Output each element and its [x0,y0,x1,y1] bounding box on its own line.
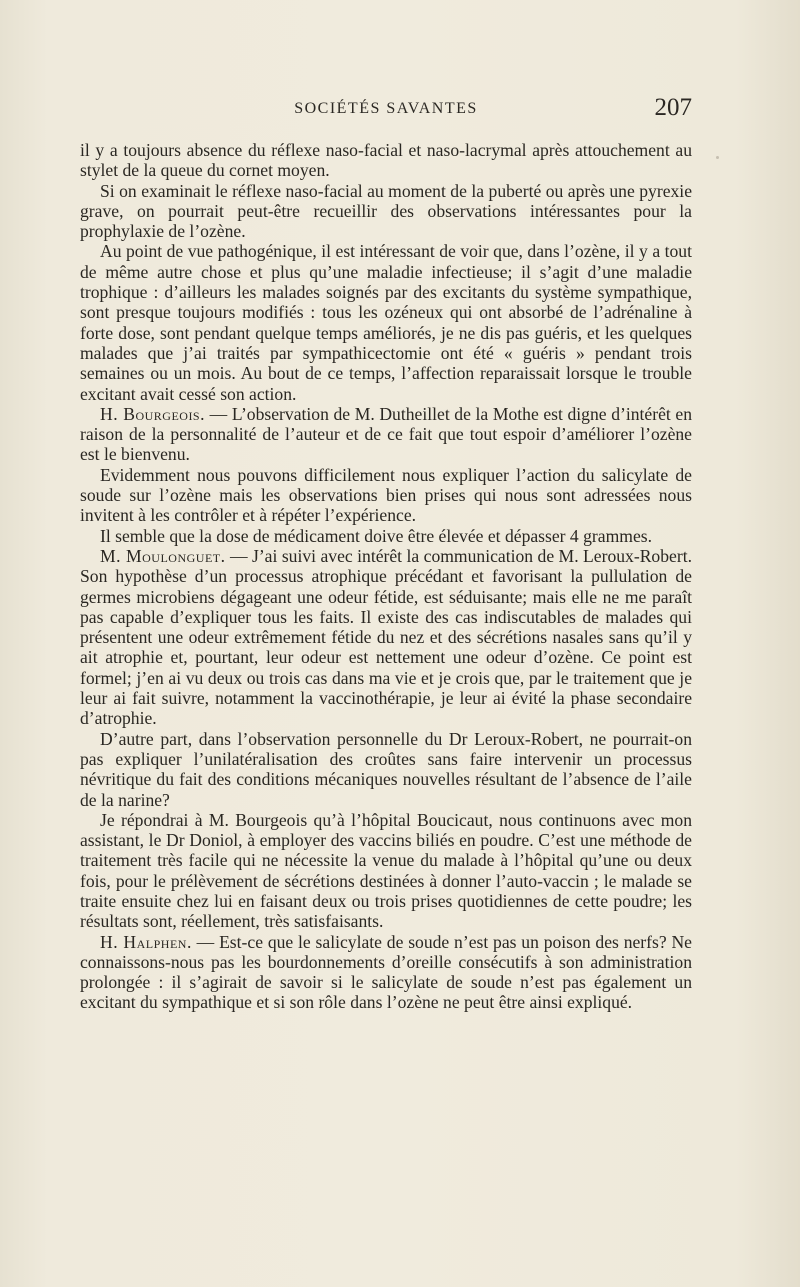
paragraph-text: Il semble que la dose de médicament doive être élevée et dépasser 4 grammes. [100,525,653,546]
paper-speck [598,628,600,630]
paragraph-3 [80,241,692,403]
speaker-name: H. Bourgeois. [100,403,206,424]
paragraph-text: Evidemment nous pouvons difficilement nous expliquer l’action du salicylate de soude sur l’ozène mais les observations bien prises qui nous sont adressées nous invitent à les contrôler et à répéter l’expérience. [80,464,692,526]
paragraph-text: Si on examinait le réflexe naso-facial au moment de la puberté ou après une pyrexie grave, on pourrait peut-être recueillir des observations intéressantes pour la prophylaxie de l’ozène. [80,180,692,242]
speaker-name: M. Moulonguet. [100,545,226,566]
running-title: SOCIÉTÉS SAVANTES [294,100,478,117]
page-number: 207 [654,94,692,121]
paragraph-text: il y a toujours absence du réflexe naso-facial et naso-lacrymal après attouchement au stylet de la queue du cornet moyen. [80,140,692,181]
paragraph-text: D’autre part, dans l’observation personnelle du Dr Leroux-Robert, ne pourrait-on pas expliquer l’unilatéralisation des croûtes sans faire intervenir un processus névritique du fait des conditions mécaniques nouvelles résultant de l’absence de l’aile de la narine? [80,728,692,810]
paragraph-4 [80,404,692,465]
body-text [80,140,692,1013]
paragraph-8 [80,729,692,810]
speaker-name: H. Halphen. [100,931,192,952]
paragraph-10 [80,932,692,1013]
paragraph-7 [80,546,692,729]
paragraph-text: Je répondrai à M. Bourgeois qu’à l’hôpital Boucicaut, nous continuons avec mon assistant, le Dr Doniol, à employer des vaccins biliés en poudre. C’est une méthode de traitement très facile qui ne nécessite la venue du malade à l’hôpital qu’une ou deux fois, pour le prélèvement de sécrétions destinées à donner l’auto-vaccin ; le malade se traite ensuite chez lui en faisant deux ou trois prises quotidiennes de cette poudre; les résultats sont, réellement, très satisfaisants. [80,809,692,932]
paper-speck [680,435,682,437]
paragraph-5 [80,465,692,526]
paper-speck [716,156,719,159]
paragraph-2 [80,181,692,242]
paragraph-text: — Est-ce que le salicylate de soude n’est pas un poison des nerfs? Ne connaissons-nous pas les bourdonnements d’oreille consécutifs à son administration prolongée : il s’agirait de savoir si le salicylate de soude n’est pas également un excitant du sympathique et si son rôle dans l’ozène ne peut être ainsi expliqué. [80,931,692,1013]
paragraph-9 [80,810,692,932]
paragraph-1 [80,140,692,181]
paragraph-text: — J’ai suivi avec intérêt la communication de M. Leroux-Robert. Son hypothèse d’un processus atrophique précédant et favorisant la pullulation de germes microbiens dégageant une odeur fétide, est séduisante; mais elle ne me paraît pas capable d’expliquer tous les faits. Il existe des cas indiscutables de malades qui présentent une odeur extrêmement fétide du nez et des sécrétions nasales sans qu’il y ait atrophie et, pourtant, leur odeur est nettement une odeur d’ozène. Ce point est formel; j’en ai vu deux ou trois cas dans ma vie et je crois que, par le traitement que je leur ai fait suivre, notamment la vaccinothérapie, je leur ai évité la phase secondaire d’atrophie. [80,545,692,729]
paragraph-6 [80,526,692,546]
paragraph-text: Au point de vue pathogénique, il est intéressant de voir que, dans l’ozène, il y a tout de même autre chose et plus qu’une maladie infectieuse; il s’agit d’une maladie trophique : d’ailleurs les malades soignés par des excitants du système sympathique, sont presque toujours modifiés : tous les ozéneux qui ont absorbé de l’adrénaline à forte dose, sont pendant quelque temps améliorés, je ne dis pas guéris, et les quelques malades que j’ai traités par sympathicectomie ont été « guéris » pendant trois semaines ou un mois. Au bout de ce temps, l’affection reparaissait lorsque le trouble excitant avait cessé son action. [80,241,692,404]
running-head [80,96,692,126]
paragraph-text: — L’observation de M. Dutheillet de la Mothe est digne d’intérêt en raison de la personnalité de l’auteur et de ce fait que tout espoir d’améliorer l’ozène est le bienvenu. [80,403,692,465]
